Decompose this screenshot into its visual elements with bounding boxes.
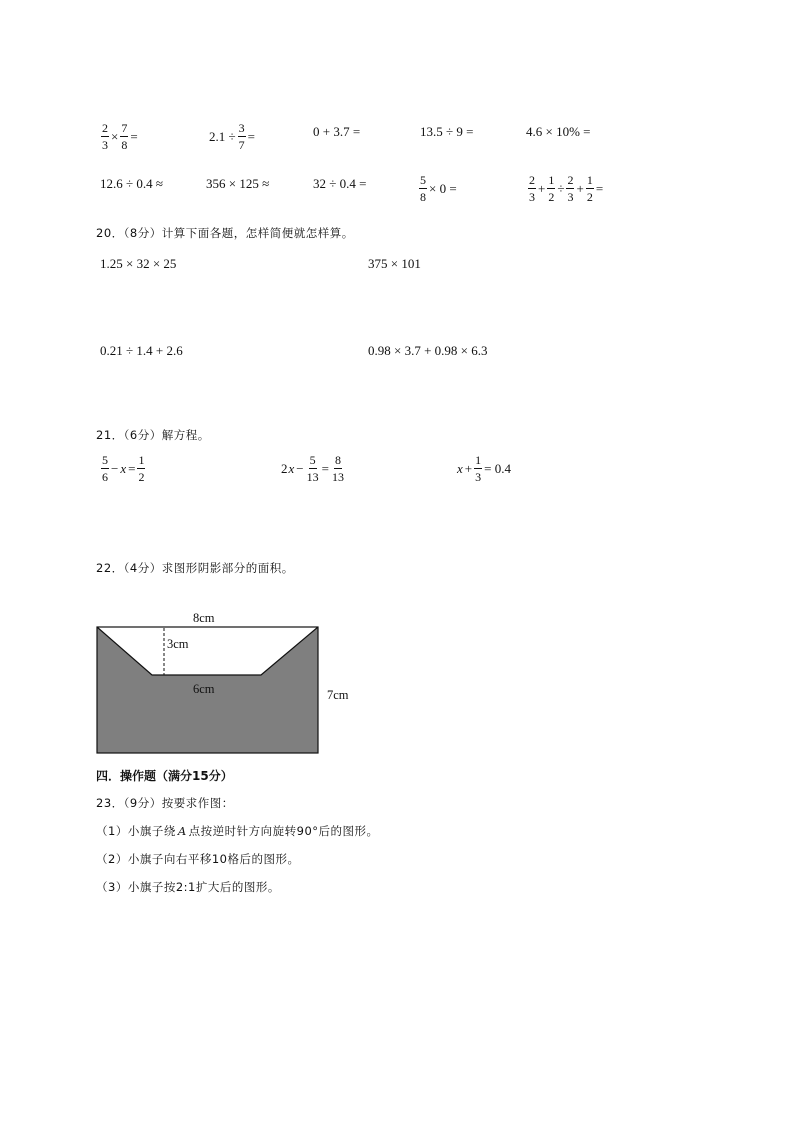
q23-item-2: （2）小旗子向右平移10格后的图形。 <box>96 852 300 866</box>
section-4-title: 四．操作题（满分15分） <box>96 769 233 783</box>
shaded-area-figure <box>90 600 370 760</box>
question-23-title: 23．（9分）按要求作图： <box>96 796 234 810</box>
label-bottom-6cm: 6cm <box>193 682 215 696</box>
question-22-title: 22．（4分）求图形阴影部分的面积。 <box>96 561 294 575</box>
oral-calc-2: 2.1 ÷ $\frac{3}{7}$ = <box>209 121 255 152</box>
equation-1: $\frac{5}{6}$ − x = $\frac{1}{2}$ <box>102 453 145 484</box>
oral-calc-5: 4.6 × 10% = <box>526 124 591 139</box>
oral-calc-4: 13.5 ÷ 9 = <box>420 124 474 139</box>
question-20-title: 20．（8分）计算下面各题，怎样简便就怎样算。 <box>96 226 354 240</box>
label-height-3cm: 3cm <box>167 637 189 651</box>
oral-calc-9: $\frac{5}{8}$ × 0 = <box>420 173 457 204</box>
equation-2: 2x − $\frac{5}{13}$ = $\frac{8}{13}$ <box>281 453 344 484</box>
oral-calc-7: 356 × 125 ≈ <box>206 176 270 191</box>
oral-calc-6: 12.6 ÷ 0.4 ≈ <box>100 176 164 191</box>
fraction: $\frac{1}{2}$ <box>548 173 555 204</box>
q23-item-1: （1）小旗子绕 A 点按逆时针方向旋转90°后的图形。 <box>96 824 379 838</box>
fraction: $\frac{2}{3}$ <box>567 173 574 204</box>
fraction: $\frac{1}{2}$ <box>138 453 145 484</box>
oral-calc-1: $\frac{2}{3}$ × $\frac{7}{8}$ = <box>102 121 138 152</box>
question-21-title: 21．（6分）解方程。 <box>96 428 210 442</box>
q20-expr-2: 375 × 101 <box>368 256 421 271</box>
oral-calc-10: $\frac{2}{3}$ + $\frac{1}{2}$ ÷ $\frac{2}{3}$ + $\frac{1}{2}$ = <box>529 173 604 204</box>
fraction: $\frac{5}{8}$ <box>420 173 426 204</box>
fraction: $\frac{5}{13}$ <box>306 453 319 484</box>
oral-calc-3: 0 + 3.7 = <box>313 124 361 139</box>
q20-expr-3: 0.21 ÷ 1.4 + 2.6 <box>100 343 183 358</box>
q20-expr-1: 1.25 × 32 × 25 <box>100 256 177 271</box>
fraction: $\frac{7}{8}$ <box>121 121 128 152</box>
fraction: $\frac{1}{2}$ <box>586 173 593 204</box>
fraction: $\frac{8}{13}$ <box>331 453 344 484</box>
fraction: $\frac{3}{7}$ <box>238 121 245 152</box>
label-top-8cm: 8cm <box>193 611 215 625</box>
fraction: $\frac{2}{3}$ <box>529 173 535 204</box>
fraction: $\frac{2}{3}$ <box>102 121 108 152</box>
fraction: $\frac{1}{3}$ <box>475 453 482 484</box>
fraction: $\frac{5}{6}$ <box>102 453 108 484</box>
label-right-7cm: 7cm <box>327 688 349 702</box>
q23-item-3: （3）小旗子按2:1扩大后的图形。 <box>96 880 280 894</box>
q20-expr-4: 0.98 × 3.7 + 0.98 × 6.3 <box>368 343 488 358</box>
oral-calc-8: 32 ÷ 0.4 = <box>313 176 367 191</box>
equation-3: x + $\frac{1}{3}$ = 0.4 <box>457 453 511 484</box>
